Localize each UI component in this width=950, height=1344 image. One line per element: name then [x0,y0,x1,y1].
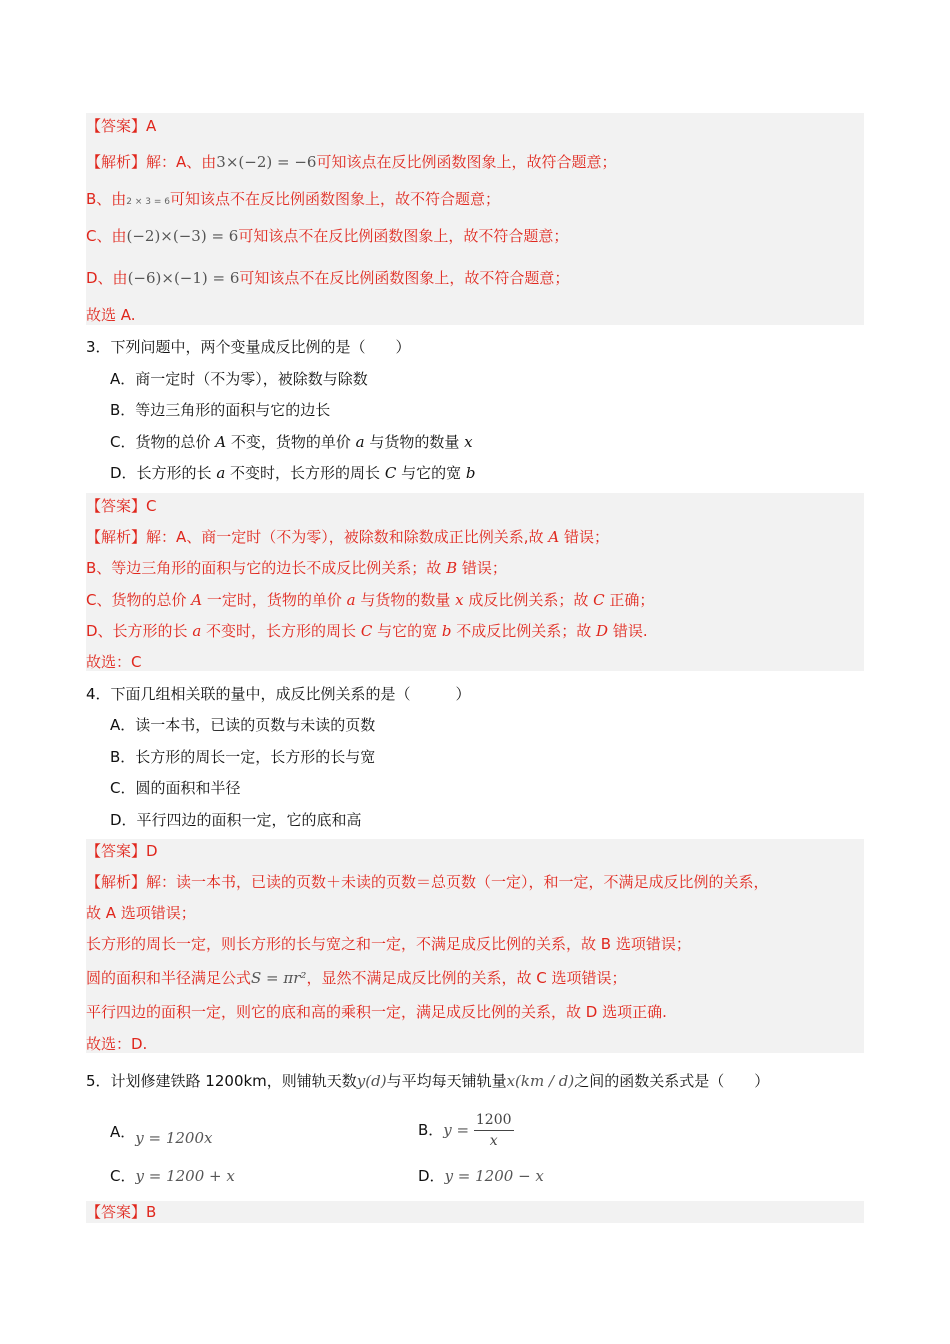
q4-analysis-line-1 [86,872,769,892]
q3-option-d [110,463,475,483]
q3-analysis-line-4 [86,621,648,641]
math-formula: S = πr² [251,969,307,987]
q3-answer-line [86,496,157,516]
analysis-text: 可知该点在反比例函数图象上，故符合题意； [316,153,617,171]
stem-text: 与平均每天铺轨量 [386,1072,507,1090]
analysis-text: 与货物的数量 [355,591,456,609]
analysis-text: 与它的宽 [372,622,442,640]
math-expression: 3×(−2) = −6 [216,153,317,171]
q2-analysis-line-b [86,189,500,212]
q4-stem: 4．下面几组相关联的量中，成反比例关系的是（ ） [86,685,471,703]
option-text: 与它的宽 [396,464,466,482]
q2-conclusion: 故选 A. [86,306,136,324]
analysis-text: 不变时，长方形的周长 [201,622,361,640]
q3-option-c [110,432,473,452]
q4-conclusion: 故选：D. [86,1035,148,1053]
analysis-text: B、由 [86,190,127,208]
option-text: 与货物的数量 [364,433,465,451]
math-var: C [593,591,605,609]
answer-label: 【答案】 [86,842,147,860]
math-var: A [548,528,560,546]
q4-answer-line [86,841,158,861]
analysis-text: 解：读一本书，已读的页数＋未读的页数＝总页数（一定），和一定，不满足成反比例的关系， [146,873,769,891]
answer-value: D [146,842,158,860]
analysis-label: 【解析】 [86,528,147,546]
math-var: b [465,464,476,482]
q4-analysis-line-1b: 故 A 选项错误； [86,904,196,922]
analysis-text: C、由 [86,227,127,245]
option-text: 不变时，长方形的周长 [225,464,385,482]
q4-option-d: D．平行四边的面积一定，它的底和高 [110,811,362,829]
analysis-text: B、等边三角形的面积与它的边长不成反比例关系；故 [86,559,447,577]
analysis-text: D、长方形的长 [86,622,193,640]
q3-analysis-line-2 [86,558,507,578]
q3-option-b: B．等边三角形的面积与它的边长 [110,401,331,419]
math-var: a [192,622,202,640]
q3-stem: 3．下列问题中，两个变量成反比例的是（ ） [86,338,411,356]
q5-option-d [418,1166,544,1186]
analysis-text: 不成反比例关系；故 [451,622,597,640]
q3-answer-block [86,493,864,671]
analysis-label: 【解析】 [86,873,147,891]
analysis-text: C、货物的总价 [86,591,192,609]
math-var: x [464,433,473,451]
math-var: x [455,591,464,609]
analysis-text: 解：A、由 [146,153,217,171]
q3-analysis-line-1 [86,527,609,547]
option-label: B． [418,1121,444,1139]
q5-option-b [418,1110,514,1151]
math-var: b [441,622,452,640]
analysis-text: ，显然不满足成反比例的关系，故 C 选项错误； [306,969,627,987]
analysis-text: 一定时，货物的单价 [202,591,347,609]
q3-analysis-line-3 [86,590,654,610]
option-text: 不变，货物的单价 [226,433,356,451]
math-var: a [355,433,365,451]
q5-answer-block [86,1201,864,1223]
math-var: D [596,622,609,640]
analysis-text: 可知该点不在反比例函数图象上，故不符合题意； [239,269,570,287]
answer-value: C [146,497,157,515]
analysis-text: 错误. [608,622,648,640]
stem-text: 5．计划修建铁路 1200km，则铺轨天数 [86,1072,357,1090]
q2-analysis-line-a [86,152,616,172]
q4-analysis-line-3 [86,968,626,988]
q5-answer-line [86,1202,156,1222]
q2-analysis-line-c [86,226,568,246]
analysis-text: 解：A、商一定时（不为零），被除数和除数成正比例关系,故 [146,528,549,546]
fraction [474,1110,514,1151]
analysis-text: 圆的面积和半径满足公式 [86,969,252,987]
math-expression: 2 × 3 = 6 [126,197,171,207]
analysis-text: D、由 [86,269,128,287]
analysis-text: 可知该点不在反比例函数图象上，故不符合题意； [170,190,501,208]
q5-option-c [110,1166,235,1186]
q2-analysis-line-d [86,268,569,288]
q4-analysis-line-4: 平行四边的面积一定，则它的底和高的乘积一定，满足成反比例的关系，故 D 选项正确. [86,1003,667,1021]
analysis-text: 成反比例关系；故 [463,591,594,609]
answer-value: B [146,1203,157,1221]
answer-value: A [146,117,157,135]
option-label: D． [418,1167,445,1185]
q5-option-a [110,1122,213,1147]
math-expression: y = 1200 − x [444,1167,544,1185]
analysis-text: 错误； [457,559,507,577]
math-var: A [191,591,203,609]
math-expression: y = 1200 + x [135,1167,235,1185]
math-var: B [446,559,458,577]
q4-option-c: C．圆的面积和半径 [110,779,241,797]
q2-answer-line [86,116,156,136]
math-var: a [216,464,226,482]
option-text: D．长方形的长 [110,464,217,482]
analysis-text: 正确； [604,591,655,609]
math-expression: y = [443,1121,470,1139]
analysis-text: 错误； [559,528,609,546]
q4-option-b: B．长方形的周长一定，长方形的长与宽 [110,748,376,766]
answer-label: 【答案】 [86,117,147,135]
q3-conclusion: 故选：C [86,653,142,671]
fraction-denominator: x [489,1133,498,1149]
math-var: a [346,591,356,609]
math-expression: y = 1200x [135,1129,213,1147]
analysis-text: 可知该点不在反比例函数图象上，故不符合题意； [238,227,569,245]
option-label: A． [110,1123,136,1141]
fraction-numerator: 1200 [474,1110,514,1131]
q2-answer-block [86,113,864,325]
math-expression: y(d) [356,1072,387,1090]
math-expression: (−2)×(−3) = 6 [126,227,239,245]
answer-label: 【答案】 [86,1203,147,1221]
answer-label: 【答案】 [86,497,147,515]
q5-stem [86,1071,769,1091]
math-expression: (−6)×(−1) = 6 [127,269,240,287]
q3-option-a: A．商一定时（不为零），被除数与除数 [110,370,368,388]
math-expression: x(km / d) [506,1072,575,1090]
math-var: C [360,622,373,640]
analysis-label: 【解析】 [86,153,147,171]
q4-option-a: A．读一本书，已读的页数与未读的页数 [110,716,376,734]
math-var: A [215,433,227,451]
option-label: C． [110,1167,136,1185]
math-var: C [384,464,397,482]
option-text: C．货物的总价 [110,433,216,451]
stem-text: 之间的函数关系式是（ ） [574,1072,770,1090]
q4-analysis-line-2: 长方形的周长一定，则长方形的长与宽之和一定，不满足成反比例的关系，故 B 选项错误； [86,935,691,953]
